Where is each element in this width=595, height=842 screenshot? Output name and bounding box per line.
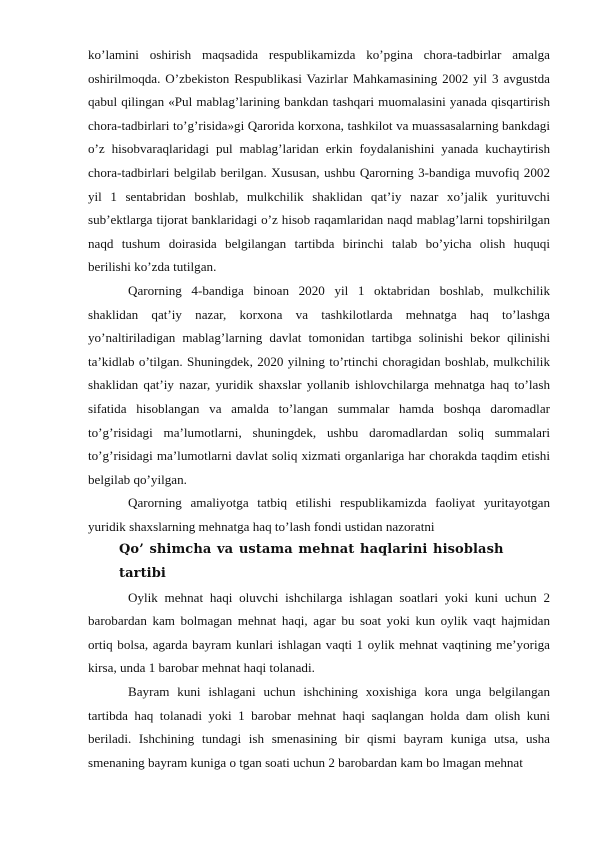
- paragraph: Bayram kuni ishlagani uchun ishchining xoxishiga kora unga belgilangan tartibda haq tolanadi yoki 1 barobar mehnat haqi saqlangan holda dam olish kuni beriladi. Ishchining tundagi ish smenasining bir qismi bayram kuniga utsa, usha smenaning bayram kuniga o tgan soati uchun 2 barobardan kam bo lmagan mehnat: [88, 684, 550, 770]
- paragraph-continuation: ko’lamini oshirish maqsadida respublikamizda ko’pgina chora-tadbirlar amalga oshirilmoqda. O’zbekiston Respublikasi Vazirlar Mahkamasining 2002 yil 3 avgustda qabul qilingan «Pul mablag’larining bankdan tashqari muomalasini yanada qisqartirish chora-tadbirlari to’g’risida»gi Qarorida korxona, tashkilot va muassasalarning bankdagi o’z hisobvaraqlaridagi pul mablag’laridan erkin foydalanishini yanada kuchaytirish chora-tadbirlari belgilab berilgan. Xususan, ushbu Qarorning 3-bandiga muvofiq 2002 yil 1 sentabridan boshlab, mulkchilik shaklidan qat’iy nazar xo’jalik yurituvchi sub’ektlarga tijorat banklaridagi o’z hisob raqamlaridan naqd mablag’larni topshirilgan naqd tushum doirasida belgilangan tartibda birinchi talab bo’yicha olish huquqi berilishi ko’zda tutilgan.: [88, 47, 550, 275]
- paragraph: Qarorning 4-bandiga binoan 2020 yil 1 oktabridan boshlab, mulkchilik shaklidan qat’iy nazar, korxona va tashkilotlarda mehnatga haq to’lashga yo’naltiriladigan mablag’larning davlat tomonidan tartibga solinishi bekor qilinishi ta’kidlab o’tilgan. Shuningdek, 2020 yilning to’rtinchi choragidan boshlab, mulkchilik shaklidan qat’iy nazar, yuridik shaxslar yollanib ishlovchilarga mehnatga haq to’lash sifatida hisoblangan va amalda to’langan summalar hamda boshqa daromadlar to’g’risidagi ma’lumotlarni, shuningdek, ushbu daromadlardan soliq summalari to’g’risidagi ma’lumotlarni davlat soliq xizmati organlariga har chorakda taqdim etishi belgilab qo’yilgan.: [88, 282, 550, 487]
- paragraph: Qarorning amaliyotga tatbiq etilishi respublikamizda faoliyat yuritayotgan yuridik shaxslarning mehnatga haq to’lash fondi ustidan nazoratni: [88, 495, 550, 534]
- document-body: [88, 43, 550, 774]
- section-heading: Qo’ shimcha va ustama mehnat haqlarini hisoblash tartibi: [119, 542, 504, 582]
- paragraph: Oylik mehnat haqi oluvchi ishchilarga ishlagan soatlari yoki kuni uchun 2 barobardan kam bolmagan mehnat haqi, agar bu soat yoki kun oylik vaqt hajmidan ortiq bolsa, agarda bayram kunlari ishlagan vaqti 1 oylik mehnat vaqtining me’yoriga kirsa, unda 1 barobar mehnat haqi tolanadi.: [88, 589, 550, 676]
